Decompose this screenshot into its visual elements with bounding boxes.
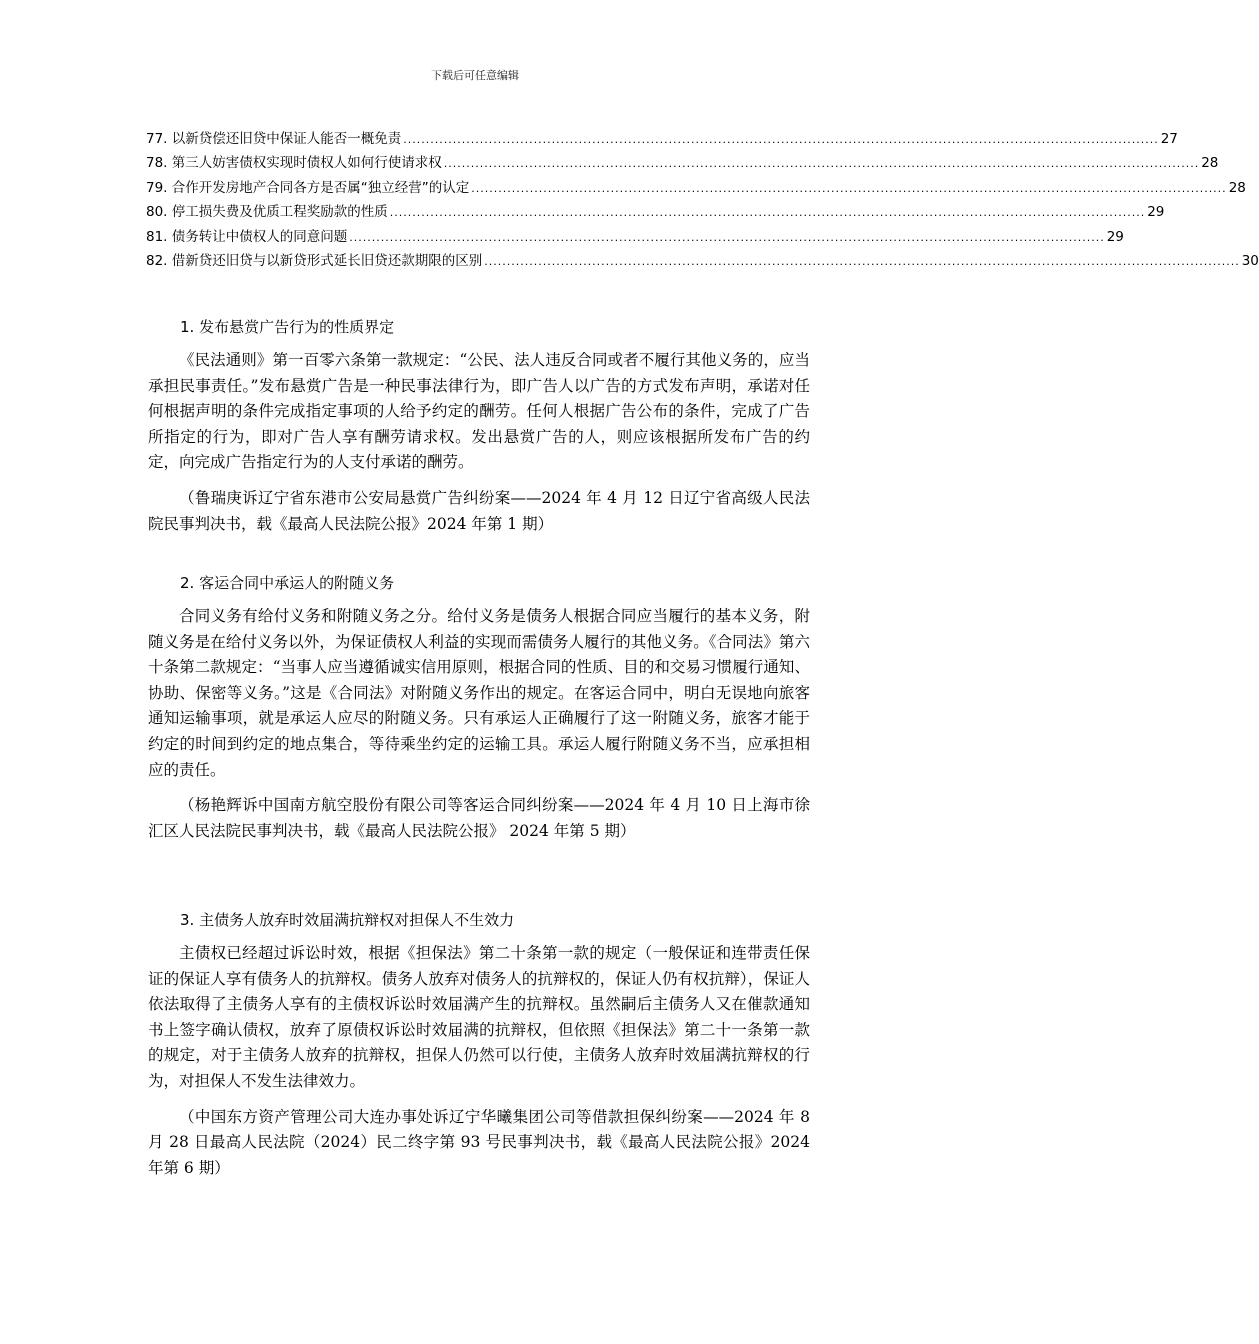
section-heading: 3. 主债务人放弃时效届满抗辩权对担保人不生效力 — [180, 911, 515, 929]
section-heading: 2. 客运合同中承运人的附随义务 — [180, 574, 395, 592]
toc-entry-title: 77. 以新贷偿还旧贷中保证人能否一概免责 — [146, 131, 402, 147]
toc-entry-page: 28 — [1201, 155, 1219, 172]
toc-entry[interactable] — [146, 176, 1246, 200]
toc-entry[interactable] — [146, 249, 1259, 273]
toc-entry-title: 80. 停工损失费及优质工程奖励款的性质 — [146, 204, 388, 221]
case-citation: （中国东方资产管理公司大连办事处诉辽宁华曦集团公司等借款担保纠纷案——2024 年 8 月 28 日最高人民法院（2024）民二终字第 93 号民事判决书，载《最高人民法院公报》2024 年第 6 期） — [148, 1107, 810, 1177]
toc-entry-page: 27 — [1160, 131, 1178, 147]
toc-entry-title: 81. 债务转让中债权人的同意问题 — [146, 228, 348, 245]
toc-entry-page: 30 — [1241, 252, 1259, 269]
toc-leader-dots: ........................................................................................................................................................................ — [471, 181, 1227, 195]
section-1 — [148, 316, 810, 537]
case-citation: （杨艳辉诉中国南方航空股份有限公司等客运合同纠纷案——2024 年 4 月 10 日上海市徐汇区人民法院民事判决书，载《最高人民法院公报》 2024 年第 5 期） — [148, 796, 810, 840]
toc-entry-title: 78. 第三人妨害债权实现时债权人如何行使请求权 — [146, 155, 442, 172]
case-citation: （鲁瑞庚诉辽宁省东港市公安局悬赏广告纠纷案——2024 年 4 月 12 日辽宁省高级人民法院民事判决书，载《最高人民法院公报》2024 年第 1 期） — [148, 488, 810, 533]
section-body: 合同义务有给付义务和附随义务之分。给付义务是债务人根据合同应当履行的基本义务，附随义务是在给付义务以外，为保证债权人利益的实现而需债务人履行的其他义务。《合同法》第六十条第二款规定：“当事人应当遵循诚实信用原则，根据合同的性质、目的和交易习惯履行通知、协助、保密等义务。”这是《合同法》对附随义务作出的规定。在客运合同中，明白无误地向旅客通知运输事项，就是承运人应尽的附随义务。只有承运人正确履行了这一附随义务，旅客才能于约定的时间到约定的地点集合，等待乘坐约定的运输工具。承运人履行附随义务不当，应承担相应的责任。 — [148, 607, 810, 779]
toc-leader-dots: ........................................................................................................................................................................ — [443, 157, 1200, 171]
toc-entry[interactable] — [146, 200, 1165, 224]
table-of-contents — [146, 127, 1259, 273]
section-body: 《民法通则》第一百零六条第一款规定：“公民、法人违反合同或者不履行其他义务的，应当承担民事责任。”发布悬赏广告是一种民事法律行为，即广告人以广告的方式发布声明，承诺对任何根据声明的条件完成指定事项的人给予约定的酬劳。任何人根据广告公布的条件，完成了广告所指定的行为，即对广告人享有酬劳请求权。发出悬赏广告的人，则应该根据所发布广告的约定，向完成广告指定行为的人支付承诺的酬劳。 — [148, 351, 810, 472]
toc-entry-title: 79. 合作开发房地产合同各方是否属“独立经营”的认定 — [146, 179, 470, 196]
toc-entry[interactable] — [146, 151, 1219, 175]
section-3 — [148, 909, 810, 1181]
section-heading: 1. 发布悬赏广告行为的性质界定 — [180, 318, 395, 336]
toc-entry-page: 28 — [1228, 179, 1246, 196]
toc-leader-dots: ........................................................................................................................................................................ — [403, 133, 1159, 146]
toc-entry-page: 29 — [1147, 204, 1165, 221]
toc-leader-dots: ........................................................................................................................................................................ — [484, 254, 1240, 268]
toc-leader-dots: ........................................................................................................................................................................ — [389, 206, 1146, 220]
section-body: 主债权已经超过诉讼时效，根据《担保法》第二十条第一款的规定（一般保证和连带责任保证的保证人享有债务人的抗辩权。债务人放弃对债务人的抗辩权的，保证人仍有权抗辩），保证人依法取得了主债务人享有的主债权诉讼时效届满产生的抗辩权。虽然嗣后主债务人又在催款通知书上签字确认债权，放弃了原债权诉讼时效届满的抗辩权，但依照《担保法》第二十一条第一款的规定，对于主债务人放弃的抗辩权，担保人仍然可以行使，主债务人放弃时效届满抗辩权的行为，对担保人不发生法律效力。 — [148, 944, 810, 1090]
toc-entry[interactable] — [146, 127, 1178, 151]
section-2 — [148, 572, 810, 844]
toc-entry[interactable] — [146, 225, 1124, 249]
toc-entry-title: 82. 借新贷还旧贷与以新贷形式延长旧贷还款期限的区别 — [146, 252, 483, 269]
page-header: 下载后可任意编辑 — [431, 69, 519, 82]
toc-entry-page: 29 — [1106, 228, 1124, 245]
toc-leader-dots: ........................................................................................................................................................................ — [349, 230, 1105, 244]
